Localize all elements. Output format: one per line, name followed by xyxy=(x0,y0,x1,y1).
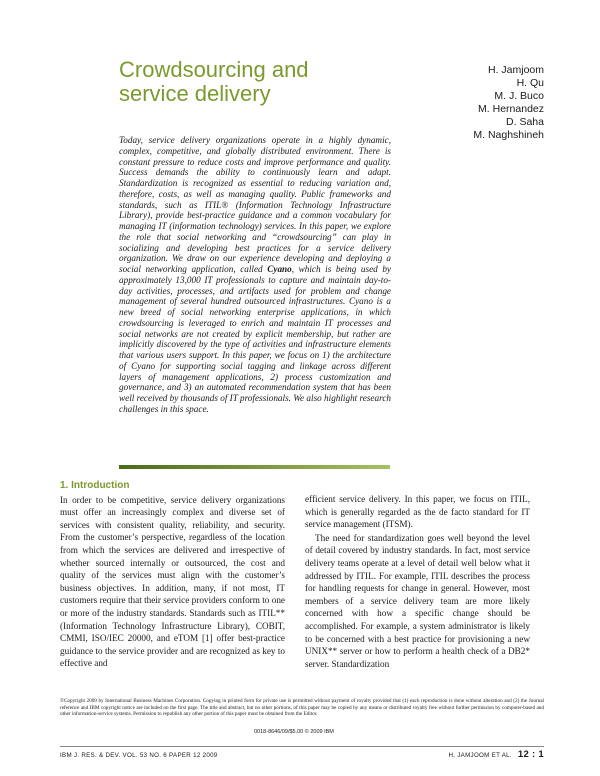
footer-authors: H. JAMJOOM ET AL. xyxy=(448,752,512,759)
body-column-left xyxy=(60,480,285,670)
author-name: H. Jamjoom xyxy=(487,64,544,76)
section-heading: 1. Introduction xyxy=(60,480,130,491)
author-name: D. Saha xyxy=(506,116,544,128)
footer-right xyxy=(448,749,544,760)
footer-divider xyxy=(60,746,544,747)
abstract-divider xyxy=(119,465,390,469)
footer-journal: IBM J. RES. & DEV. VOL. 53 NO. 6 PAPER 12 2009 xyxy=(60,752,218,759)
author-list xyxy=(473,64,544,142)
author-name: M. Naghshineh xyxy=(473,129,544,141)
author-name: M. J. Buco xyxy=(494,90,544,102)
body-paragraph: efficient service delivery. In this paper, we focus on ITIL, which is generally regarded as the de facto standard for IT service management (ITSM). xyxy=(305,494,530,530)
abstract-text: Today, service delivery organizations operate in a highly dynamic, complex, competitive, and globally distributed environment. There is constant pressure to reduce costs and improve performance and quality. Success demands the ability to continuously learn and adapt. Standardization is recognized as essential to reducing variation and, therefore, costs, as well as managing quality. Public frameworks and standards, such as ITIL® (Information Technology Infrastructure Library), provide best-practice guidance and a common vocabulary for managing IT (information technology) services. In this paper, we explore the role that social networking and “crowdsourcing” can play in socializing and developing best practices for a service delivery organization. We draw on our experience developing and deploying a social networking application, called xyxy=(119,135,391,274)
copyright-notice: ©Copyright 2009 by International Business Machines Corporation. Copying in printed form for private use is permitted without payment of royalty provided that (1) each reproduction is done without alteration and (2) the Journal reference and IBM copyright notice are included on the first page. The title and abstract, but no other portions, of this paper may be copied by any means or distributed royalty free without further permission by computer-based and other information-service systems. Permission to republish any other portion of this paper must be obtained from the Editor. xyxy=(60,698,544,718)
abstract-cyano: Cyano xyxy=(267,264,292,274)
body-column-right xyxy=(305,480,530,670)
paper-title: Crowdsourcing and service delivery xyxy=(119,57,309,106)
author-name: M. Hernandez xyxy=(478,103,544,115)
page-number: 12 : 1 xyxy=(517,749,544,760)
body-paragraph: The need for standardization goes well beyond the level of detail covered by industry standards. In fact, most service delivery teams operate at a level of detail well below what it addressed by ITIL. For example, ITIL describes the process for handling requests for change in general. However, most members of a service delivery team are more likely concerned with how a specific change should be accomplished. For example, a system administrator is likely to be concerned with a best practice for provisioning a new UNIX** server or how to perform a health check of a DB2* server. Standardization xyxy=(305,532,530,669)
body-paragraph: In order to be competitive, service delivery organizations must offer an increasingly complex and diverse set of services with consistent quality, reliability, and security. From the customer’s perspective, regardless of the location from which the services are delivered and irrespective of whether sourced internally or outsourced, the cost and quality of the services must align with the customer’s business objectives. In addition, many, if not most, IT customers require that their service providers conform to one or more of the industry standards. Standards such as ITIL** (Information Technology Infrastructure Library), COBIT, CMMI, ISO/IEC 20000, and eTOM [1] offer best-practice guidance to the service provider and are recognized as key to effective and xyxy=(60,494,285,669)
doi-line: 0018-8646/09/$5.00 © 2009 IBM xyxy=(254,729,334,735)
abstract xyxy=(119,135,391,415)
author-name: H. Qu xyxy=(516,77,544,89)
abstract-text-cont: , which is being used by approximately 13,000 IT professionals to capture and maintain day-to-day activities, processes, and artifacts used for problem and change management of several hundred outsourced infrastructures. Cyano is a new breed of social networking enterprise applications, in which crowdsourcing is leveraged to enrich and maintain IT processes and social networks are not created by explicit membership, but rather are implicitly discovered by the type of activities and infrastructure elements that various users support. In this paper, we focus on 1) the architecture of Cyano for supporting social tagging and linkage across different layers of management applications, 2) process customization and governance, and 3) an automated recommendation system that has been well received by thousands of IT professionals. We also highlight research challenges in this space. xyxy=(119,264,392,414)
